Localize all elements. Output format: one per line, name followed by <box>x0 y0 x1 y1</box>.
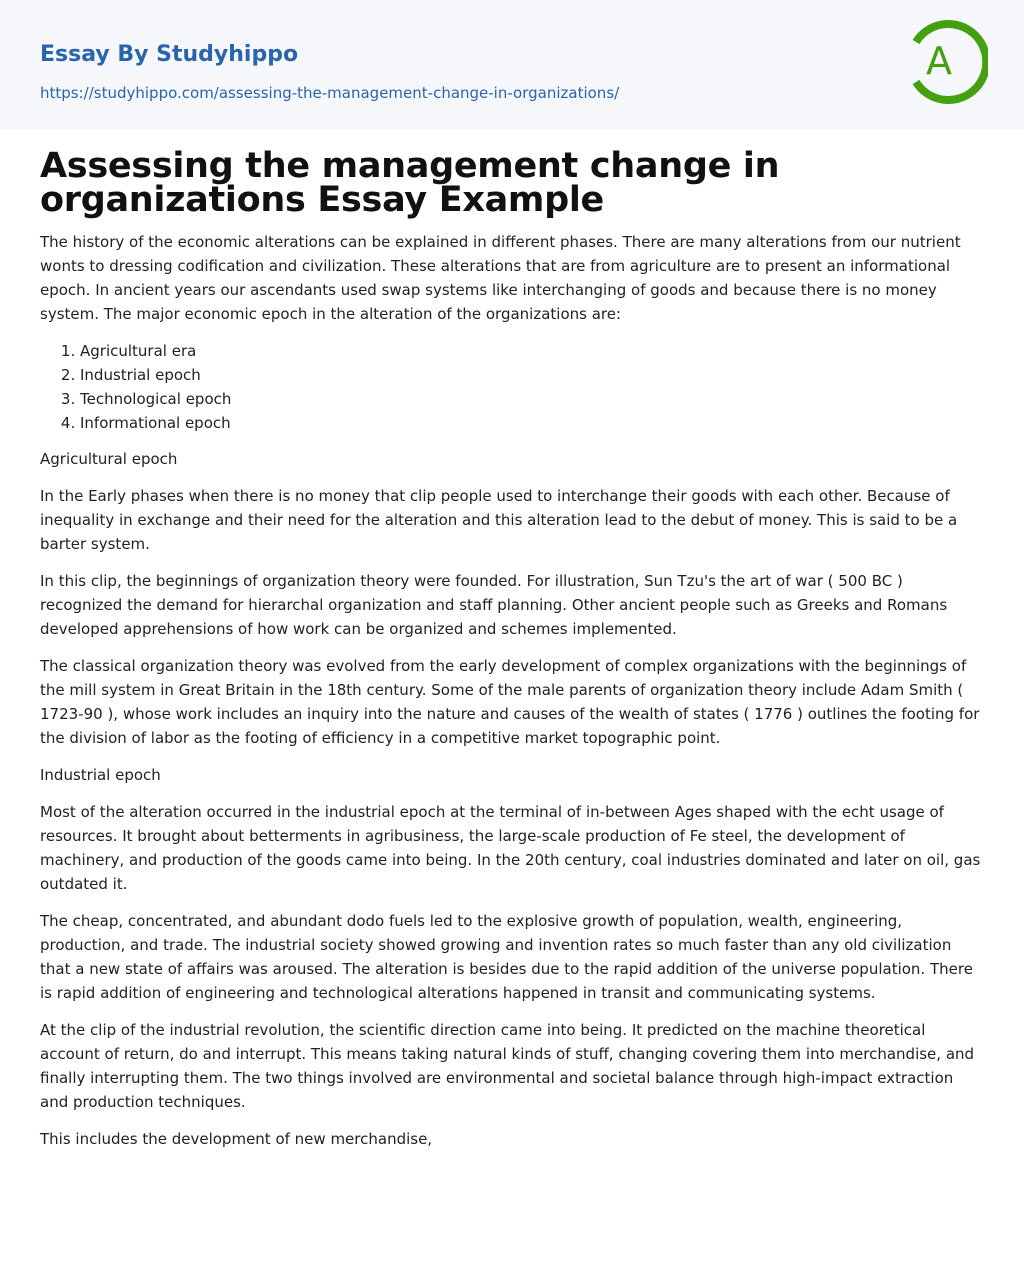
section-heading-agricultural: Agricultural epoch <box>40 450 178 468</box>
intro-paragraph: The history of the economic alterations can be explained in different phases. There are many alterations from our nutrient wonts to dressing codification and civilization. These alterations that are from agriculture are to present an informational epoch. In ancient years our ascendants used swap systems like interchanging of goods and because there is no money system. The major economic epoch in the alteration of the organizations are: <box>40 233 961 323</box>
paragraph: The classical organization theory was evolved from the early development of complex organizations with the beginnings of the mill system in Great Britain in the 18th century. Some of the male parents of organization theory include Adam Smith ( 1723-90 ), whose work includes an inquiry into the nature and causes of the wealth of states ( 1776 ) outlines the footing for the division of labor as the footing of efficiency in a competitive market topographic point. <box>40 657 980 747</box>
list-item: 3. Technological epoch <box>80 387 984 411</box>
paragraph: This includes the development of new merchandise, <box>40 1130 433 1148</box>
article-url-link[interactable]: https://studyhippo.com/assessing-the-management-change-in-organizations/ <box>40 84 620 102</box>
paragraph: At the clip of the industrial revolution, the scientific direction came into being. It predicted on the machine theoretical account of return, do and interrupt. This means taking natural kinds of stuff, changing covering them into merchandise, and finally interrupting them. The two things involved are environmental and societal balance through high-impact extraction and production techniques. <box>40 1021 975 1111</box>
article <box>0 146 1024 1151</box>
site-name[interactable]: Essay By Studyhippo <box>40 42 299 67</box>
paragraph: In the Early phases when there is no money that clip people used to interchange their goods with each other. Because of inequality in exchange and their need for the alteration and this alteration lead to the debut of money. This is said to be a barter system. <box>40 487 958 553</box>
section-heading-industrial: Industrial epoch <box>40 766 161 784</box>
paragraph: The cheap, concentrated, and abundant dodo fuels led to the explosive growth of population, wealth, engineering, production, and trade. The industrial society showed growing and invention rates so much faster than any old civilization that a new state of affairs was aroused. The alteration is besides due to the rapid addition of the universe population. There is rapid addition of engineering and technological alterations happened in transit and communicating systems. <box>40 912 973 1002</box>
list-item: 2. Industrial epoch <box>80 363 984 387</box>
list-item: 1. Agricultural era <box>80 339 984 363</box>
epoch-list <box>40 339 984 435</box>
paragraph: In this clip, the beginnings of organization theory were founded. For illustration, Sun Tzu's the art of war ( 500 BC ) recognized the demand for hierarchal organization and staff planning. Other ancient people such as Greeks and Romans developed apprehensions of how work can be organized and schemes implemented. <box>40 572 948 638</box>
site-header <box>0 0 1024 129</box>
list-item: 4. Informational epoch <box>80 411 984 435</box>
paragraph: Most of the alteration occurred in the industrial epoch at the terminal of in-between Ages shaped with the echt usage of resources. It brought about betterments in agribusiness, the large-scale production of Fe steel, the development of machinery, and production of the goods came into being. In the 20th century, coal industries dominated and later on oil, gas outdated it. <box>40 803 981 893</box>
page-title: Assessing the management change in organizations Essay Example <box>40 146 780 220</box>
studyhippo-logo-icon[interactable] <box>908 18 988 106</box>
logo-letter: A <box>926 39 952 83</box>
